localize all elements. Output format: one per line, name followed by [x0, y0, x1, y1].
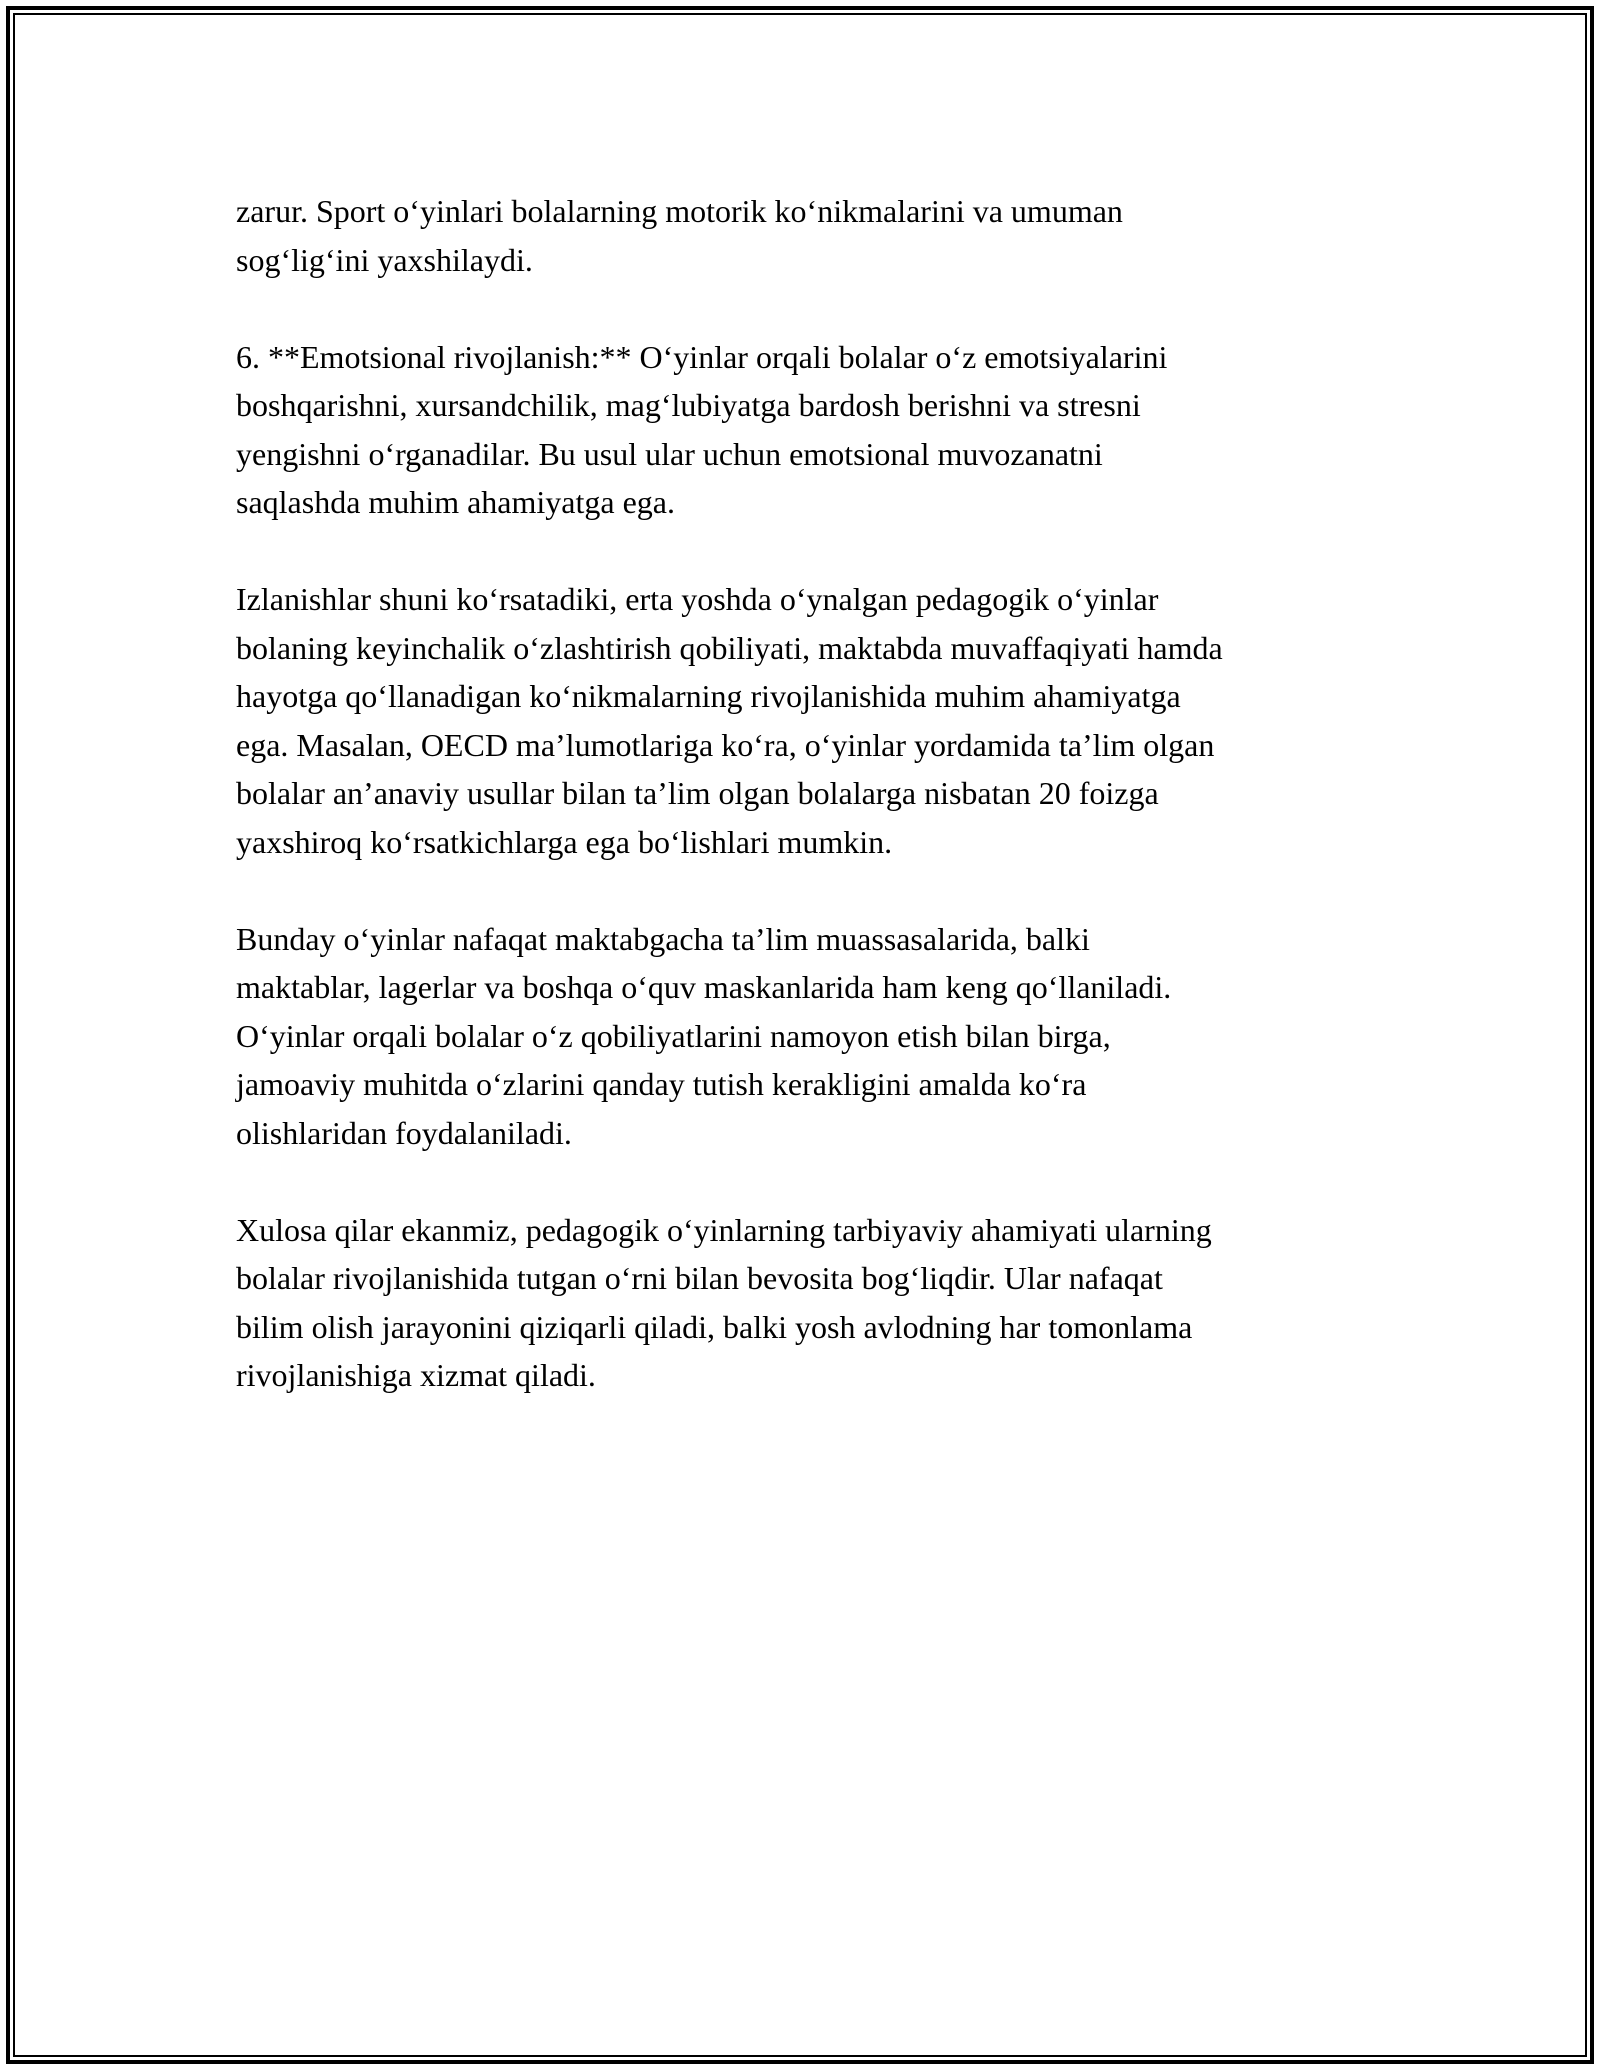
paragraph	[236, 187, 1376, 284]
text-line: ega. Masalan, OECD ma’lumotlariga ko‘ra, o‘yinlar yordamida ta’lim olgan	[236, 726, 1215, 763]
text-line: 6. **Emotsional rivojlanish:** O‘yinlar orqali bolalar o‘z emotsiyalarini	[236, 338, 1168, 375]
text-line: Izlanishlar shuni ko‘rsatadiki, erta yoshda o‘ynalgan pedagogik o‘yinlar	[236, 581, 1159, 617]
paragraph	[236, 333, 1376, 527]
text-line: yengishni o‘rganadilar. Bu usul ular uchun emotsional muvozanatni	[236, 435, 1103, 472]
text-line: saqlashda muhim ahamiyatga ega.	[236, 484, 675, 520]
text-line: olishlaridan foydalaniladi.	[236, 1114, 572, 1151]
text-line: jamoaviy muhitda o‘zlarini qanday tutish kerakligini amalda ko‘ra	[236, 1066, 1087, 1102]
text-line: bilim olish jarayonini qiziqarli qiladi, balki yosh avlodning har tomonlama	[236, 1308, 1193, 1345]
text-line: zarur. Sport o‘yinlari bolalarning motorik ko‘nikmalarini va umuman	[236, 193, 1123, 229]
text-line: sog‘lig‘ini yaxshilaydi.	[236, 241, 533, 278]
text-line: bolalar an’anaviy usullar bilan ta’lim olgan bolalarga nisbatan 20 foizga	[236, 775, 1159, 811]
paragraph	[236, 1206, 1376, 1400]
text-line: bolalar rivojlanishida tutgan o‘rni bilan bevosita bog‘liqdir. Ular nafaqat	[236, 1260, 1163, 1296]
text-line: hayotga qo‘llanadigan ko‘nikmalarning rivojlanishida muhim ahamiyatga	[236, 678, 1181, 714]
document-body	[236, 187, 1376, 1400]
paragraph	[236, 915, 1376, 1158]
text-line: O‘yinlar orqali bolalar o‘z qobiliyatlarini namoyon etish bilan birga,	[236, 1017, 1111, 1054]
paragraph	[236, 575, 1376, 866]
text-line: Bunday o‘yinlar nafaqat maktabgacha ta’lim muassasalarida, balki	[236, 920, 1090, 957]
text-line: rivojlanishiga xizmat qiladi.	[236, 1357, 596, 1393]
text-line: maktablar, lagerlar va boshqa o‘quv maskanlarida ham keng qo‘llaniladi.	[236, 969, 1172, 1005]
text-line: bolaning keyinchalik o‘zlashtirish qobiliyati, maktabda muvaffaqiyati hamda	[236, 629, 1223, 666]
text-line: yaxshiroq ko‘rsatkichlarga ega bo‘lishlari mumkin.	[236, 823, 893, 860]
text-line: boshqarishni, xursandchilik, mag‘lubiyatga bardosh berishni va stresni	[236, 387, 1141, 423]
text-line: Xulosa qilar ekanmiz, pedagogik o‘yinlarning tarbiyaviy ahamiyati ularning	[236, 1211, 1212, 1248]
